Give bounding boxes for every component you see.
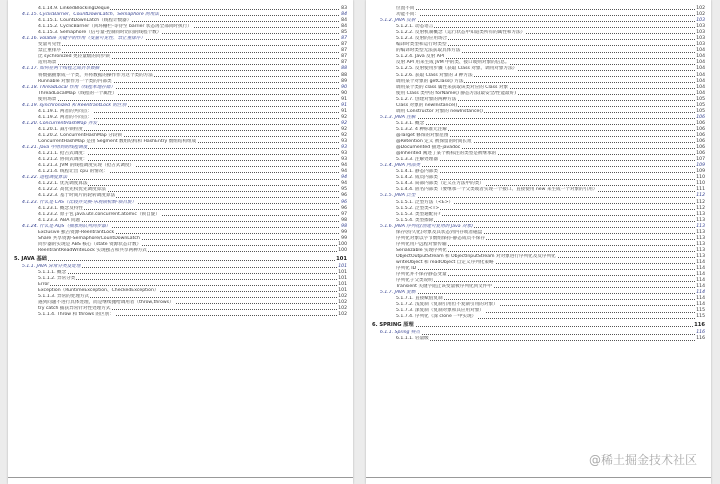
toc-entry-page-number: 116 <box>694 322 705 329</box>
toc-entry[interactable] <box>8 254 353 264</box>
toc-entry-page-number: 92 <box>341 126 347 132</box>
toc-entry-label: 6. SPRING 原理 <box>372 322 414 329</box>
toc-entry-page-number: 113 <box>696 211 705 217</box>
toc-entry-page-number: 96 <box>341 193 347 199</box>
toc-entry-page-number: 98 <box>341 223 347 229</box>
dot-leader <box>38 221 343 222</box>
toc-entry-page-number: 101 <box>338 276 347 282</box>
toc-entry-page-number: 90 <box>341 84 347 90</box>
toc-entry-label: 5.1.7.2. 浅复制（复制引用但不复制引用的对象） <box>396 302 498 308</box>
toc-entry-page-number: 102 <box>338 294 347 300</box>
dot-leader <box>396 340 701 341</box>
toc-entry-page-number: 113 <box>696 241 705 247</box>
toc-entry-page-number: 104 <box>696 90 705 96</box>
toc-entry-page-number: 106 <box>696 145 705 151</box>
toc-entry-page-number: 102 <box>338 306 347 312</box>
dot-leader <box>396 9 701 10</box>
dot-leader <box>396 334 701 335</box>
toc-entry-label: 4.1.22.1. 优先调度算法 <box>38 181 88 187</box>
toc-entry-label: 5.1.4. JAVA 内部类 <box>380 163 421 169</box>
toc-entry-label: 5.1.3.3. 注解处理器 <box>396 157 438 163</box>
toc-entry-page-number: 104 <box>696 48 705 54</box>
toc-entry-label: 5.1.7.1. 直接赋值复制 <box>396 296 443 302</box>
toc-entry-label: 5.1.5.4. 类型擦除 <box>396 217 434 223</box>
toc-entry-page-number: 113 <box>696 253 705 259</box>
toc-entry-page-number: 114 <box>696 302 705 308</box>
toc-entry-label: Serializable 实现序列化 <box>396 247 447 253</box>
toc-entry[interactable] <box>366 336 711 342</box>
toc-entry-label: 4.1.24. 什么是 AQS（抽象的队列同步器） <box>22 223 111 229</box>
toc-entry-page-number: 109 <box>696 169 705 175</box>
toc-entry-page-number: 105 <box>696 96 705 102</box>
dot-leader <box>396 221 701 222</box>
toc-entry-label: @Retention 定义 被保留的时间长短 <box>396 139 472 145</box>
toc-entry-page-number: 113 <box>696 229 705 235</box>
toc-entry-page-number: 99 <box>341 229 347 235</box>
toc-entry-page-number: 87 <box>341 42 347 48</box>
toc-entry-page-number: 106 <box>696 151 705 157</box>
dot-leader <box>396 124 701 125</box>
toc-entry-page-number: 99 <box>341 235 347 241</box>
toc-entry-page-number: 103 <box>696 18 705 24</box>
toc-entry-page-number: 92 <box>341 120 347 126</box>
toc-entry-label: @Inherited 阐述了某个被标注的类型是被继承的 <box>396 151 497 157</box>
page-footer <box>366 477 711 482</box>
toc-entry[interactable] <box>8 312 353 318</box>
toc-entry-label: 5.1.4.3. 局部内部类（定义在方法中的类） <box>396 181 484 187</box>
toc-entry-page-number: 84 <box>341 18 347 24</box>
toc-entry-label: ConcurrentHashMap 是由 Segment 数组结构和 HashEntry 数组结构组成 <box>38 139 197 145</box>
toc-entry-page-number: 101 <box>338 263 347 269</box>
toc-entry-page-number: 101 <box>338 288 347 294</box>
toc-entry-page-number: 91 <box>341 96 347 102</box>
toc-entry-page-number: 114 <box>696 278 705 284</box>
toc-entry-label: Share 共享资源-Semaphore/CountDownLatch <box>38 235 140 241</box>
toc-entry-page-number: 116 <box>696 330 705 336</box>
toc-entry-label: 5.1.3.2. 4 种标准元注解 <box>396 126 447 132</box>
toc-entry-label: 4.1.21. Java 中用到的线程调度 <box>22 145 88 151</box>
toc-entry-label: ReentrantReadWriteLock 实现独占和共享两种方式 <box>38 247 147 253</box>
toc-entry-label: writeObject 和 readObject 自定义序列化策略 <box>396 259 494 265</box>
toc-entry-label: 反射 API 用来生成 JVM 中的类、接口或则对象的信息。 <box>396 60 510 66</box>
toc-entry-page-number: 104 <box>696 78 705 84</box>
toc-entry-page-number: 92 <box>341 132 347 138</box>
toc-entry-page-number: 87 <box>341 54 347 60</box>
right-toc-page <box>366 0 711 484</box>
toc-entry-label: Transient 关键字阻止该变量被序列化到文件中 <box>396 284 492 290</box>
toc-entry-label: 同步器的实现是 ABS 核心（state 资源状态计数） <box>38 241 142 247</box>
toc-entry-label: 4.1.19.1. 两者的共同点： <box>38 108 93 114</box>
dot-leader <box>38 52 343 53</box>
toc-entry-label: 6.1.1.1. 轻量级 <box>396 336 429 342</box>
toc-entry-label: 4.1.15. CyclicBarrier、CountDownLatch、Semaphore 的用法 <box>22 12 159 18</box>
toc-entry-page-number: 102 <box>696 6 705 11</box>
toc-entry-page-number: 93 <box>341 157 347 163</box>
dot-leader <box>396 15 701 16</box>
toc-entry-label: 功能不同： <box>396 12 419 18</box>
toc-entry-page-number: 84 <box>341 12 347 18</box>
toc-entry-label: 4.1.22. 进程调度算法 <box>22 175 68 181</box>
dot-leader <box>396 179 701 180</box>
toc-entry-page-number: 95 <box>341 187 347 193</box>
toc-entry-label: 5.1.5.1. 泛型方法（<E>） <box>396 199 454 205</box>
toc-entry-page-number: 91 <box>341 102 347 108</box>
toc-entry-page-number: 116 <box>696 336 705 342</box>
toc-entry-label: 4.1.23. 什么是 CAS（比较并交换-乐观锁机制-锁自旋） <box>22 199 137 205</box>
toc-entry-label: 5.1.1.3. 异常的处理方式 <box>38 294 90 300</box>
toc-entry-page-number: 107 <box>696 157 705 163</box>
dot-leader <box>396 160 701 161</box>
toc-entry-label: 4.1.15.1. CountDownLatch（线程计数器） <box>38 18 132 24</box>
toc-entry-page-number: 112 <box>696 199 705 205</box>
toc-entry-page-number: 85 <box>341 30 347 36</box>
toc-entry-page-number: 93 <box>341 151 347 157</box>
toc-entry-page-number: 114 <box>696 266 705 272</box>
left-toc-list <box>8 6 353 474</box>
toc-entry-label: 4.1.21.2. 协同式调度： <box>38 157 88 163</box>
toc-entry-label: 5.1.2.4. Java 反射 API <box>396 54 445 60</box>
toc-entry-page-number: 113 <box>696 217 705 223</box>
toc-entry-page-number: 87 <box>341 48 347 54</box>
toc-entry-label: 4.1.17. 如何在两个线程之间共享数据 <box>22 66 100 72</box>
toc-entry-page-number: 113 <box>696 235 705 241</box>
toc-entry-label: 6.1.1. Spring 特点 <box>380 330 421 336</box>
dot-leader <box>38 64 343 65</box>
toc-entry-page-number: 114 <box>696 272 705 278</box>
left-toc-page <box>8 0 353 484</box>
toc-entry-label: 使用 Class 类中的 forName() 静态方法(最安全/性能最好) <box>396 90 517 96</box>
page-footer <box>8 477 353 482</box>
dot-leader <box>396 172 701 173</box>
toc-entry-label: 4.1.23.1. 概念及特性 <box>38 205 83 211</box>
toc-entry-page-number: 109 <box>696 163 705 169</box>
toc-entry-page-number: 94 <box>341 169 347 175</box>
dot-leader <box>38 279 343 280</box>
toc-entry-label: 变量可见性 <box>38 42 61 48</box>
toc-entry-label: @Target 修饰的对象范围 <box>396 132 449 138</box>
toc-entry-label: 5.1.7.3. 深复制（复制对象和其应用对象） <box>396 308 484 314</box>
watermark-text: @稀土掘金技术社区 <box>588 453 697 467</box>
toc-entry-page-number: 87 <box>341 36 347 42</box>
toc-entry-page-number: 87 <box>341 60 347 66</box>
dot-leader <box>38 179 343 180</box>
toc-entry-page-number: 106 <box>696 120 705 126</box>
toc-entry-label: 5.1.1.2. 异常分类 <box>38 276 76 282</box>
toc-entry-label: 5.1.7. JAVA 复制 <box>380 290 416 296</box>
toc-entry-label: 5.1.2.7. 创建对象的两种方法 <box>396 96 457 102</box>
toc-entry-page-number: 101 <box>338 269 347 275</box>
toc-entry-label: 5. JAVA 基础 <box>14 255 47 262</box>
toc-entry-page-number: 83 <box>341 6 347 11</box>
toc-entry-page-number: 114 <box>696 284 705 290</box>
dot-leader <box>38 273 343 274</box>
toc-entry-page-number: 93 <box>341 139 347 145</box>
toc-entry-label: 适用场景 <box>38 60 57 66</box>
toc-entry-label: 4.1.19. synchronized 和 ReentrantLock 的区别 <box>22 102 127 108</box>
toc-entry-page-number: 96 <box>341 199 347 205</box>
toc-entry-label: 5.1.1.4. Throw 和 throws 的区别： <box>38 312 114 318</box>
dot-leader <box>396 197 701 198</box>
toc-entry-label: 遇到问题不进行具体处理，而是继续抛给调用者（throw,throws） <box>38 300 174 306</box>
toc-entry-label: 5.1.1. JAVA 异常分类及处理 <box>22 263 81 269</box>
toc-entry-label: 4.1.21.3. JVM 的线程调度实现（抢占式调度） <box>38 163 135 169</box>
toc-entry-page-number: 112 <box>696 205 705 211</box>
toc-entry-label: 序列化并不保存静态变量 <box>396 272 447 278</box>
toc-entry-label: 5.1.5.3. 类型通配符? <box>396 211 441 217</box>
toc-entry-label: 4.1.20. ConcurrentHashMap 并发 <box>22 120 98 126</box>
toc-entry-page-number: 110 <box>696 175 705 181</box>
dot-leader <box>38 100 343 101</box>
toc-entry-label: 5.1.3.1. 概念 <box>396 120 425 126</box>
toc-entry-label: 序列化对象以字节数组保持-静态成员不保存 <box>396 235 485 241</box>
toc-entry-label: Runnable 对象作为一个类的内部类 <box>38 78 112 84</box>
dot-leader <box>396 269 701 270</box>
toc-entry-label: 4.1.14.9. LinkedBlockingDeque <box>38 6 110 11</box>
toc-entry-page-number: 114 <box>696 259 705 265</box>
toc-entry-label: 将数据抽象成一个类，并将数据的操作作为这个类的方法 <box>38 72 153 78</box>
toc-entry-label: ThreadLocalMap（线程的一个属性） <box>38 90 118 96</box>
toc-entry-page-number: 89 <box>341 78 347 84</box>
toc-entry-label: 调用某个类的 class 属性来获取该类对应的 Class 对象 <box>396 84 509 90</box>
toc-entry-page-number: 104 <box>696 72 705 78</box>
toc-entry-label: 序列化子父类说明 <box>396 278 433 284</box>
toc-entry-label: 4.1.20.1. 减小锁粒度 <box>38 126 83 132</box>
toc-entry-page-number: 114 <box>696 290 705 296</box>
toc-entry-label: 5.1.1.1. 概念 <box>38 269 67 275</box>
toc-entry-label: 4.1.18. ThreadLocal 作用（线程本地存储） <box>22 84 116 90</box>
toc-entry-label: 4.1.15.3. Semaphore（信号量-控制同时访问的线程个数） <box>38 30 162 36</box>
toc-entry-label: ObjectOutputStream 和 ObjectInputStream 对对象进行序列化及反序列化 <box>396 253 556 259</box>
toc-entry-page-number: 100 <box>338 247 347 253</box>
toc-entry-page-number: 101 <box>336 255 347 262</box>
toc-entry-page-number: 103 <box>696 30 705 36</box>
toc-entry-page-number: 104 <box>696 54 705 60</box>
toc-entry-label: 5.1.2.2. 反射机制概念（运行状态中知道类所有的属性和方法） <box>396 30 526 36</box>
toc-entry-page-number: 94 <box>341 181 347 187</box>
toc-entry-label: Exclusive 独占资源-ReentrantLock <box>38 229 115 235</box>
toc-entry-page-number: 103 <box>696 42 705 48</box>
toc-entry-label: 5.1.2.3. 反射的应用场合 <box>396 36 448 42</box>
toc-entry-page-number: 97 <box>341 211 347 217</box>
toc-entry-page-number: 112 <box>696 193 705 199</box>
toc-entry-page-number: 101 <box>338 282 347 288</box>
toc-entry-label: 5.1.5.2. 泛型类<T> <box>396 205 440 211</box>
toc-entry-page-number: 106 <box>696 132 705 138</box>
toc-entry[interactable] <box>366 320 711 330</box>
dot-leader <box>396 281 701 282</box>
toc-entry-label: 禁止重排序 <box>38 48 61 54</box>
toc-entry-label: Exception（RuntimeException、CheckedException） <box>38 288 159 294</box>
toc-entry-label: 比 sychronized 更轻量级的同步锁 <box>38 54 110 60</box>
toc-entry-label: 的编译时类型无法获取具体方法 <box>396 48 461 54</box>
toc-entry-page-number: 88 <box>341 72 347 78</box>
dot-leader <box>38 260 343 261</box>
toc-entry-page-number: 105 <box>696 102 705 108</box>
toc-entry-page-number: 110 <box>696 181 705 187</box>
toc-entry-page-number: 103 <box>696 24 705 30</box>
toc-entry-page-number: 102 <box>338 312 347 318</box>
toc-entry-label: 位置不同 <box>396 6 415 11</box>
toc-entry-page-number: 93 <box>341 145 347 151</box>
toc-entry-page-number: 104 <box>696 66 705 72</box>
toc-entry-label: @Documented 描述-javadoc <box>396 145 461 151</box>
toc-entry-label: Error <box>38 282 50 288</box>
toc-entry-label: 4.1.23.2. 原子包 java.util.concurrent.atomic（锁自旋） <box>38 211 160 217</box>
dot-leader <box>396 215 701 216</box>
right-toc-list <box>366 6 711 474</box>
toc-entry-page-number: 106 <box>696 114 705 120</box>
toc-entry-page-number: 104 <box>696 60 705 66</box>
toc-entry-page-number: 106 <box>696 139 705 145</box>
toc-entry-page-number: 100 <box>338 241 347 247</box>
toc-entry-page-number: 92 <box>341 114 347 120</box>
toc-entry-page-number: 84 <box>341 24 347 30</box>
toc-entry-label: 4.1.22.2. 高优先权优先调度算法 <box>38 187 106 193</box>
toc-entry-page-number: 105 <box>696 108 705 114</box>
toc-entry-label: 序列化 ID <box>396 266 417 272</box>
toc-entry-label: 4.1.21.4. 线程让出 cpu 的情况： <box>38 169 108 175</box>
toc-entry-page-number: 94 <box>341 163 347 169</box>
toc-entry-label: 编译时类型和运行时类型 <box>396 42 447 48</box>
toc-entry-label: 使用场景 <box>38 96 57 102</box>
toc-entry-label: 5.1.4.4. 匿名内部类（要继承一个父类或者实现一个接口、直接使用 new 来生成一个对象的引用） <box>396 187 598 193</box>
toc-entry-label: 4.1.21.1. 抢占式调度： <box>38 151 88 157</box>
dot-leader <box>396 293 701 294</box>
toc-entry-label: 保存(持久化)对象及其状态到内存或者磁盘 <box>396 229 483 235</box>
toc-entry-page-number: 115 <box>696 308 705 314</box>
toc-entry-page-number: 115 <box>696 314 705 320</box>
dot-leader <box>396 118 701 119</box>
toc-entry-page-number: 106 <box>696 126 705 132</box>
toc-entry-label: 5.1.2.1. 动态语言 <box>396 24 434 30</box>
toc-entry-page-number: 96 <box>341 205 347 211</box>
toc-entry-label: 4.1.16. volatile 关键字的作用（变量可见性、禁止重排序） <box>22 36 146 42</box>
toc-entry-page-number: 113 <box>696 247 705 253</box>
toc-entry-label: Class 对象的 newInstance() <box>396 102 458 108</box>
toc-entry-label: 调用 Constructor 对象的 newInstance() <box>396 108 483 114</box>
dot-leader <box>38 45 343 46</box>
toc-entry-page-number: 111 <box>696 187 705 193</box>
toc-entry-page-number: 113 <box>696 223 705 229</box>
toc-entry-label: try catch 捕获异常针对性处理方式 <box>38 306 111 312</box>
dot-leader <box>396 166 701 167</box>
toc-entry-label: 序列化用户远程对象传输 <box>396 241 447 247</box>
toc-entry-label: 4.1.20.2. ConcurrentHashMap 分段锁 <box>38 132 122 138</box>
toc-entry-page-number: 90 <box>341 90 347 96</box>
dot-leader <box>38 285 343 286</box>
toc-entry-label: 4.1.22.3. 基于时间片的轮转调度算法 <box>38 193 116 199</box>
toc-entry-label: 5.1.7.4. 序列化（深 clone 一中实现） <box>396 314 477 320</box>
toc-entry-page-number: 91 <box>341 108 347 114</box>
toc-entry-label: 调用某个对象的 getClass() 方法 <box>396 78 464 84</box>
toc-entry-label: 5.1.4.2. 成员内部类 <box>396 175 438 181</box>
toc-entry-label: 4.1.23.3. ABA 问题 <box>38 217 80 223</box>
toc-entry-page-number: 104 <box>696 84 705 90</box>
toc-entry-label: 5.1.5. JAVA 泛型 <box>380 193 416 199</box>
dot-leader <box>396 326 701 327</box>
toc-entry-page-number: 102 <box>696 12 705 18</box>
toc-entry-label: 4.1.19.2. 两者的不同点： <box>38 114 93 120</box>
toc-entry-label: 5.1.2. JAVA 反射 <box>380 18 416 24</box>
toc-entry-label: 4.1.15.2. CyclicBarrier（回环栅栏-等待至 barrier 状态再全部同时执行） <box>38 24 192 30</box>
dot-leader <box>38 267 343 268</box>
toc-entry-page-number: 114 <box>696 296 705 302</box>
toc-entry-label: 5.1.2.6. 获取 Class 对象的 3 种方法 <box>396 72 473 78</box>
toc-entry-page-number: 98 <box>341 217 347 223</box>
toc-entry-label: 5.1.4.1. 静态内部类 <box>396 169 438 175</box>
toc-entry-label: 5.1.2.5. 反射使用步骤（获取 Class 对象、调用对象方法） <box>396 66 518 72</box>
toc-entry-label: 5.1.6. JAVA 序列化(创建可复用的 Java 对象) <box>380 223 474 229</box>
toc-entry-page-number: 88 <box>341 66 347 72</box>
dot-leader <box>396 27 701 28</box>
dot-leader <box>396 21 701 22</box>
toc-entry-page-number: 103 <box>696 36 705 42</box>
dot-leader <box>396 209 701 210</box>
toc-entry-page-number: 94 <box>341 175 347 181</box>
toc-entry-page-number: 102 <box>338 300 347 306</box>
toc-entry-label: 5.1.3. JAVA 注解 <box>380 114 416 120</box>
